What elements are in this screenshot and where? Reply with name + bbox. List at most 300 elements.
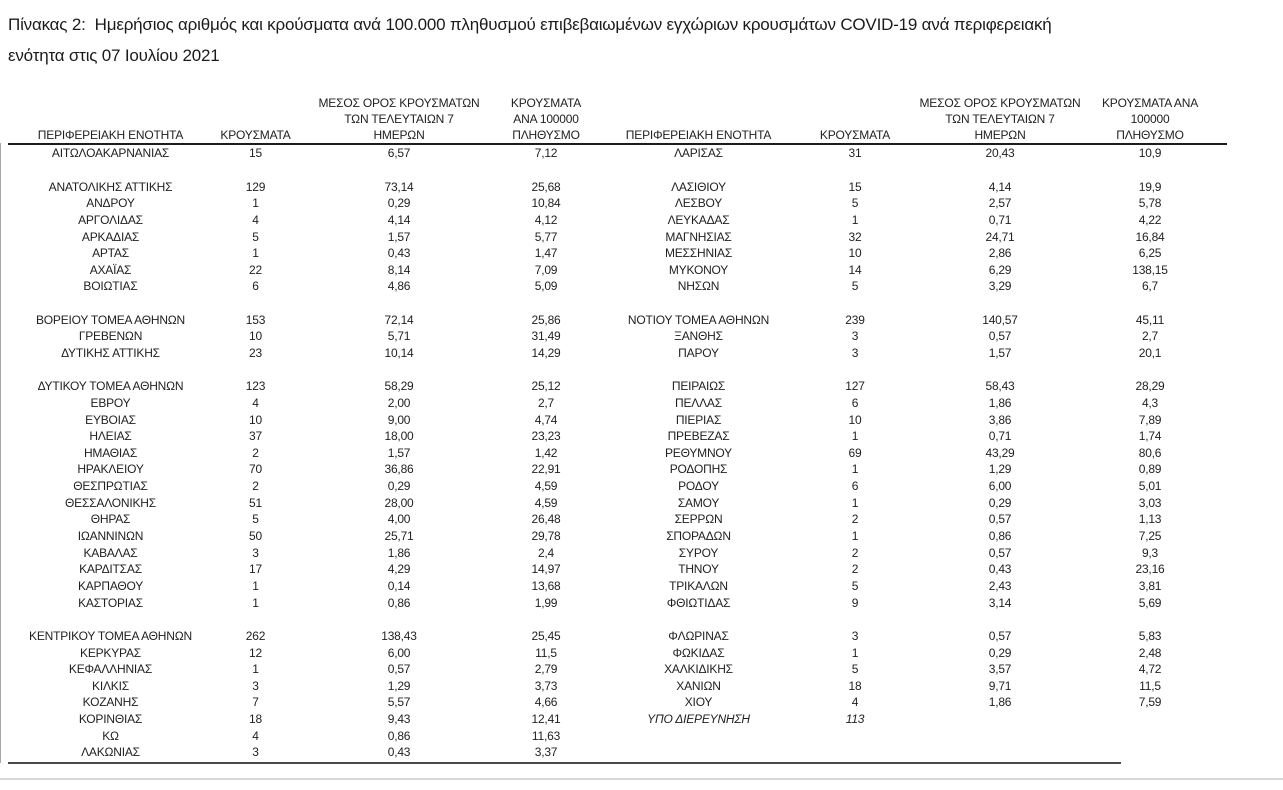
region-cell: ΗΜΑΘΙΑΣ: [83, 445, 138, 460]
cases-cell: 2: [851, 545, 859, 560]
avg7-cell: 4,14: [387, 212, 411, 227]
per100k-cell: 11,5: [535, 645, 557, 660]
table-caption-line-2: ενότητα στις 07 Ιουλίου 2021: [8, 46, 220, 65]
cases-cell: 14: [848, 262, 862, 277]
cases-cell: 10: [848, 246, 862, 261]
region-cell: ΑΝΔΡΟΥ: [86, 196, 135, 211]
region-cell: ΛΕΥΚΑΔΑΣ: [667, 212, 730, 227]
table-left-border: [0, 143, 1, 763]
region-cell: ΗΡΑΚΛΕΙΟΥ: [77, 462, 144, 477]
region-cell: ΠΕΛΛΑΣ: [675, 395, 722, 410]
table-caption-line-1: Πίνακας 2: Ημερήσιος αριθμός και κρούσματα ανά 100.000 πληθυσμού επιβεβαιωμένων εγχώριων κρουσμάτων COVID-19 ανά περιφερειακή: [8, 15, 1052, 34]
avg7-cell: 6,00: [988, 479, 1012, 494]
cases-cell: 123: [245, 379, 266, 394]
cases-cell: 153: [245, 312, 266, 327]
table-row: [8, 145, 1227, 162]
region-cell: ΝΗΣΩΝ: [677, 279, 720, 294]
region-cell: ΚΕΦΑΛΛΗΝΙΑΣ: [68, 662, 153, 677]
avg7-cell: 4,00: [387, 512, 411, 527]
per100k-cell: 4,59: [534, 479, 558, 494]
avg7-cell: 9,71: [988, 678, 1012, 693]
cases-cell: 129: [245, 179, 266, 194]
cases-cell: 127: [845, 379, 865, 394]
table-bottom-line: [8, 762, 1121, 764]
per100k-cell: 2,48: [1138, 645, 1162, 660]
table-row: [8, 278, 1227, 295]
per100k-cell: 10,84: [531, 196, 561, 211]
table-row: [8, 661, 1227, 678]
region-cell: ΕΒΡΟΥ: [90, 395, 131, 410]
avg7-cell: 4,14: [988, 179, 1012, 194]
cases-cell: 4: [252, 728, 259, 743]
avg7-cell: 3,29: [988, 279, 1012, 294]
per100k-cell: 1,99: [534, 595, 558, 610]
header-avg7-left: ΜΕΣΟΣ ΟΡΟΣ ΚΡΟΥΣΜΑΤΩΝ ΤΩΝ ΤΕΛΕΥΤΑΙΩΝ 7 ΗΜΕΡΩΝ: [318, 96, 480, 142]
region-cell: ΚΕΝΤΡΙΚΟΥ ΤΟΜΕΑ ΑΘΗΝΩΝ: [29, 628, 192, 643]
avg7-cell: 1,29: [988, 462, 1012, 477]
per100k-cell: 5,77: [534, 229, 558, 244]
region-cell: ΚΙΛΚΙΣ: [92, 678, 129, 693]
per100k-cell: 3,37: [534, 745, 558, 760]
header-per100k-left: ΚΡΟΥΣΜΑΤΑ ΑΝΑ 100000 ΠΛΗΘΥΣΜΟ: [510, 96, 582, 142]
avg7-cell: 72,14: [384, 312, 414, 327]
table-row: [8, 461, 1227, 478]
table-row: [8, 678, 1227, 695]
cases-cell: 3: [252, 678, 259, 693]
table-row: [8, 378, 1227, 395]
region-cell: ΙΩΑΝΝΙΝΩΝ: [77, 529, 144, 544]
region-cell: ΔΥΤΙΚΗΣ ΑΤΤΙΚΗΣ: [61, 346, 160, 360]
table-row: [8, 361, 1227, 378]
per100k-cell: 5,78: [1138, 196, 1162, 211]
per100k-cell: 7,09: [534, 262, 558, 277]
avg7-cell: 1,86: [988, 695, 1012, 710]
cases-cell: 18: [249, 712, 262, 727]
cases-cell: 23: [249, 346, 262, 360]
per100k-cell: 1,47: [534, 246, 558, 261]
cases-cell: 70: [249, 462, 262, 477]
cases-cell: 18: [848, 678, 862, 693]
cases-cell: 6: [851, 395, 859, 410]
cases-cell: 15: [848, 179, 862, 194]
per100k-cell: 4,59: [534, 495, 558, 510]
per100k-cell: 25,86: [531, 312, 561, 327]
per100k-cell: 7,89: [1138, 412, 1162, 427]
per100k-cell: 28,29: [1135, 379, 1165, 394]
per100k-cell: 7,59: [1138, 695, 1162, 710]
per100k-cell: 14,97: [531, 562, 561, 577]
avg7-cell: 28,00: [384, 495, 414, 510]
avg7-cell: 2,43: [988, 578, 1012, 593]
cases-cell: 3: [851, 346, 859, 360]
table-row: [8, 261, 1227, 278]
region-cell: ΣΑΜΟΥ: [677, 495, 720, 510]
region-cell: ΑΡΓΟΛΙΔΑΣ: [78, 212, 143, 227]
avg7-cell: 0,57: [988, 329, 1012, 344]
avg7-cell: 3,14: [988, 595, 1012, 610]
region-cell: ΑΡΚΑΔΙΑΣ: [81, 229, 140, 244]
region-cell: ΑΙΤΩΛΟΑΚΑΡΝΑΝΙΑΣ: [51, 146, 170, 161]
avg7-cell: 0,43: [387, 246, 411, 261]
region-cell: ΜΑΓΝΗΣΙΑΣ: [665, 229, 732, 244]
region-cell: ΑΡΤΑΣ: [92, 246, 129, 261]
avg7-cell: 1,57: [387, 229, 411, 244]
cases-cell: 1: [252, 578, 259, 593]
cases-cell: 4: [252, 212, 259, 227]
avg7-cell: 6,29: [988, 262, 1012, 277]
avg7-cell: 1,57: [988, 346, 1012, 360]
cases-cell: 5: [851, 578, 859, 593]
region-cell: ΤΗΝΟΥ: [678, 562, 719, 577]
cases-cell: 37: [249, 429, 262, 444]
avg7-cell: 9,00: [387, 412, 411, 427]
avg7-cell: 9,43: [387, 712, 411, 727]
region-cell: ΜΥΚΟΝΟΥ: [668, 262, 729, 277]
avg7-cell: 25,71: [384, 529, 414, 544]
avg7-cell: 8,14: [387, 262, 411, 277]
cases-cell: 1: [252, 662, 259, 677]
per100k-cell: 5,01: [1138, 479, 1162, 494]
region-cell: ΘΕΣΠΡΩΤΙΑΣ: [73, 479, 148, 494]
avg7-cell: 1,29: [387, 678, 411, 693]
cases-cell: 5: [851, 662, 859, 677]
region-cell: ΞΑΝΘΗΣ: [674, 329, 723, 344]
per100k-cell: 10,9: [1138, 146, 1162, 161]
region-cell: ΣΕΡΡΩΝ: [674, 512, 723, 527]
per100k-cell: 4,66: [534, 695, 558, 710]
table-body: [8, 145, 1227, 761]
cases-cell: 1: [851, 529, 859, 544]
table-row: [8, 578, 1227, 595]
region-cell: ΓΡΕΒΕΝΩΝ: [78, 329, 143, 344]
region-cell: ΣΠΟΡΑΔΩΝ: [666, 529, 731, 544]
per100k-cell: 11,63: [531, 728, 561, 743]
per100k-cell: 26,48: [531, 512, 561, 527]
cases-cell: 7: [252, 695, 259, 710]
table-row: [8, 511, 1227, 528]
region-cell: ΥΠΟ ΔΙΕΡΕΥΝΗΣΗ: [647, 712, 750, 727]
avg7-cell: 1,57: [387, 445, 411, 460]
avg7-cell: 2,86: [988, 246, 1012, 261]
table-row: [8, 328, 1227, 345]
avg7-cell: 36,86: [384, 462, 414, 477]
cases-cell: 1: [252, 196, 259, 211]
cases-cell: 5: [851, 196, 859, 211]
avg7-cell: 138,43: [381, 628, 417, 643]
region-cell: ΡΕΘΥΜΝΟΥ: [665, 445, 732, 460]
region-cell: ΠΙΕΡΙΑΣ: [675, 412, 722, 427]
table-row: [8, 727, 1227, 744]
avg7-cell: 0,71: [988, 212, 1012, 227]
per100k-cell: 23,16: [1135, 562, 1165, 577]
per100k-cell: 45,11: [1135, 312, 1165, 327]
per100k-cell: 22,91: [531, 462, 561, 477]
cases-cell: 3: [851, 628, 859, 643]
per100k-cell: 0,89: [1138, 462, 1162, 477]
table-row: [8, 411, 1227, 428]
table-header-row: [8, 94, 1227, 143]
cases-cell: 9: [851, 595, 859, 610]
per100k-cell: 14,29: [531, 346, 561, 360]
per100k-cell: 3,03: [1138, 495, 1162, 510]
per100k-cell: 6,25: [1138, 246, 1162, 261]
cases-cell: 3: [851, 329, 859, 344]
table-row: [8, 711, 1227, 728]
region-cell: ΠΑΡΟΥ: [678, 346, 719, 360]
table-row: [8, 628, 1227, 645]
region-cell: ΚΟΖΑΝΗΣ: [82, 695, 139, 710]
region-cell: ΚΩ: [102, 728, 119, 743]
avg7-cell: 3,86: [988, 412, 1012, 427]
region-cell: ΑΝΑΤΟΛΙΚΗΣ ΑΤΤΙΚΗΣ: [48, 179, 173, 194]
avg7-cell: 73,14: [384, 179, 414, 194]
avg7-cell: 6,00: [387, 645, 411, 660]
cases-cell: 6: [851, 479, 859, 494]
per100k-cell: 29,78: [531, 529, 561, 544]
header-region-left: ΠΕΡΙΦΕΡΕΙΑΚΗ ΕΝΟΤΗΤΑ: [37, 128, 184, 142]
avg7-cell: 5,57: [387, 695, 411, 710]
avg7-cell: 0,86: [387, 728, 411, 743]
region-cell: ΚΑΒΑΛΑΣ: [83, 545, 138, 560]
header-cases-left: ΚΡΟΥΣΜΑΤΑ: [220, 128, 291, 142]
cases-cell: 5: [851, 279, 859, 294]
region-cell: ΠΕΙΡΑΙΩΣ: [671, 379, 726, 394]
avg7-cell: 0,43: [988, 562, 1012, 577]
page-bottom-divider: [0, 778, 1283, 780]
region-cell: ΡΟΔΟΠΗΣ: [669, 462, 728, 477]
cases-cell: 1: [851, 645, 859, 660]
table-row: [8, 162, 1227, 179]
region-cell: ΛΑΣΙΘΙΟΥ: [671, 179, 726, 194]
region-cell: ΚΑΡΔΙΤΣΑΣ: [79, 562, 142, 577]
region-cell: ΚΑΣΤΟΡΙΑΣ: [78, 595, 143, 610]
table-row: [8, 212, 1227, 229]
region-cell: ΚΟΡΙΝΘΙΑΣ: [78, 712, 143, 727]
table-row: [8, 295, 1227, 312]
per100k-cell: 2,79: [534, 662, 558, 677]
table-caption: [0, 0, 1283, 71]
cases-cell: 5: [252, 512, 259, 527]
header-avg7-right: ΜΕΣΟΣ ΟΡΟΣ ΚΡΟΥΣΜΑΤΩΝ ΤΩΝ ΤΕΛΕΥΤΑΙΩΝ 7 ΗΜΕΡΩΝ: [919, 96, 1081, 142]
cases-cell: 1: [851, 429, 859, 444]
region-cell: ΚΕΡΚΥΡΑΣ: [80, 645, 141, 660]
avg7-cell: 0,86: [387, 595, 411, 610]
region-cell: ΔΥΤΙΚΟΥ ΤΟΜΕΑ ΑΘΗΝΩΝ: [37, 379, 184, 394]
avg7-cell: 43,29: [985, 445, 1015, 460]
avg7-cell: 1,86: [988, 395, 1012, 410]
table-row: [8, 744, 1227, 761]
cases-cell: 4: [851, 695, 859, 710]
region-cell: ΘΕΣΣΑΛΟΝΙΚΗΣ: [65, 495, 156, 510]
per100k-cell: 7,25: [1138, 529, 1162, 544]
table-row: [8, 395, 1227, 412]
cases-cell: 239: [845, 312, 865, 327]
avg7-cell: 6,57: [387, 146, 411, 161]
avg7-cell: 0,29: [988, 645, 1012, 660]
avg7-cell: 0,14: [387, 578, 411, 593]
region-cell: ΧΙΟΥ: [684, 695, 713, 710]
cases-cell: 51: [249, 495, 262, 510]
region-cell: ΤΡΙΚΑΛΩΝ: [669, 578, 728, 593]
cases-cell: 1: [851, 212, 859, 227]
per100k-cell: 20,1: [1138, 346, 1162, 360]
avg7-cell: 5,71: [387, 329, 411, 344]
avg7-cell: 4,86: [387, 279, 411, 294]
per100k-cell: 1,74: [1138, 429, 1162, 444]
cases-cell: 2: [252, 479, 259, 494]
per100k-cell: 5,83: [1138, 628, 1162, 643]
cases-cell: 2: [851, 562, 859, 577]
per100k-cell: 3,81: [1138, 578, 1162, 593]
per100k-cell: 4,72: [1138, 662, 1162, 677]
avg7-cell: 58,43: [985, 379, 1015, 394]
per100k-cell: 1,13: [1138, 512, 1162, 527]
per100k-cell: 3,73: [534, 678, 558, 693]
cases-cell: 10: [249, 329, 262, 344]
region-cell: ΕΥΒΟΙΑΣ: [85, 412, 136, 427]
table-row: [8, 544, 1227, 561]
cases-cell: 12: [249, 645, 262, 660]
per100k-cell: 4,74: [534, 412, 558, 427]
region-cell: ΒΟΙΩΤΙΑΣ: [83, 279, 138, 294]
table-row: [8, 228, 1227, 245]
avg7-cell: 18,00: [384, 429, 414, 444]
region-cell: ΧΑΝΙΩΝ: [676, 678, 721, 693]
per100k-cell: 25,45: [531, 628, 561, 643]
table-row: [8, 494, 1227, 511]
per100k-cell: 2,7: [537, 395, 555, 410]
per100k-cell: 4,12: [534, 212, 558, 227]
avg7-cell: 3,57: [988, 662, 1012, 677]
avg7-cell: 0,57: [988, 545, 1012, 560]
per100k-cell: 19,9: [1138, 179, 1162, 194]
table-row: [8, 245, 1227, 262]
cases-cell: 5: [252, 229, 259, 244]
avg7-cell: 2,57: [988, 196, 1012, 211]
per100k-cell: 25,68: [531, 179, 561, 194]
region-cell: ΦΘΙΩΤΙΔΑΣ: [666, 595, 731, 610]
cases-cell: 32: [848, 229, 862, 244]
cases-cell: 3: [252, 545, 259, 560]
per100k-cell: 12,41: [531, 712, 561, 727]
region-cell: ΒΟΡΕΙΟΥ ΤΟΜΕΑ ΑΘΗΝΩΝ: [35, 312, 186, 327]
cases-cell: 1: [851, 462, 859, 477]
region-cell: ΦΛΩΡΙΝΑΣ: [668, 628, 729, 643]
cases-cell: 31: [848, 146, 862, 161]
cases-cell: 4: [252, 395, 259, 410]
header-per100k-right: ΚΡΟΥΣΜΑΤΑ ΑΝΑ 100000 ΠΛΗΘΥΣΜΟ: [1101, 96, 1198, 142]
header-cases-right: ΚΡΟΥΣΜΑΤΑ: [819, 128, 891, 142]
per100k-cell: 4,22: [1138, 212, 1162, 227]
per100k-cell: 7,12: [534, 146, 558, 161]
avg7-cell: 10,14: [384, 346, 414, 360]
region-cell: ΚΑΡΠΑΘΟΥ: [77, 578, 144, 593]
cases-cell: 262: [245, 628, 266, 643]
per100k-cell: 80,6: [1138, 445, 1162, 460]
per100k-cell: 23,23: [531, 429, 561, 444]
region-cell: ΦΩΚΙΔΑΣ: [672, 645, 725, 660]
cases-cell: 15: [249, 146, 262, 161]
avg7-cell: 2,00: [387, 395, 411, 410]
table-row: [8, 445, 1227, 462]
avg7-cell: 0,71: [988, 429, 1012, 444]
region-cell: ΠΡΕΒΕΖΑΣ: [667, 429, 730, 444]
table-row: [8, 611, 1227, 628]
per100k-cell: 2,4: [537, 545, 555, 560]
avg7-cell: 24,71: [985, 229, 1015, 244]
cases-cell: 10: [249, 412, 262, 427]
covid-cases-table: [8, 94, 1227, 764]
avg7-cell: 0,57: [988, 512, 1012, 527]
per100k-cell: 25,12: [531, 379, 561, 394]
table-row: [8, 528, 1227, 545]
table-row: [8, 478, 1227, 495]
avg7-cell: 0,86: [988, 529, 1012, 544]
avg7-cell: 0,29: [988, 495, 1012, 510]
avg7-cell: 0,29: [387, 479, 411, 494]
per100k-cell: 5,09: [534, 279, 558, 294]
table-row: [8, 561, 1227, 578]
table-row: [8, 428, 1227, 445]
table-row: [8, 345, 1227, 362]
per100k-cell: 13,68: [531, 578, 561, 593]
table-row: [8, 311, 1227, 328]
cases-cell: 2: [252, 445, 259, 460]
table-row: [8, 594, 1227, 611]
cases-cell: 1: [851, 495, 859, 510]
per100k-cell: 16,84: [1135, 229, 1165, 244]
region-cell: ΘΗΡΑΣ: [90, 512, 131, 527]
avg7-cell: 140,57: [982, 312, 1018, 327]
region-cell: ΛΑΚΩΝΙΑΣ: [81, 745, 140, 760]
region-cell: ΜΕΣΣΗΝΙΑΣ: [664, 246, 733, 261]
table-row: [8, 644, 1227, 661]
cases-cell: 22: [249, 262, 262, 277]
per100k-cell: 2,7: [1141, 329, 1159, 344]
cases-cell: 3: [252, 745, 259, 760]
cases-cell: 6: [252, 279, 259, 294]
avg7-cell: 0,29: [387, 196, 411, 211]
cases-cell: 113: [845, 712, 865, 727]
cases-cell: 1: [252, 246, 259, 261]
avg7-cell: 0,57: [988, 628, 1012, 643]
cases-cell: 1: [252, 595, 259, 610]
per100k-cell: 5,69: [1138, 595, 1162, 610]
region-cell: ΝΟΤΙΟΥ ΤΟΜΕΑ ΑΘΗΝΩΝ: [627, 312, 770, 327]
region-cell: ΡΟΔΟΥ: [678, 479, 719, 494]
cases-cell: 10: [848, 412, 862, 427]
per100k-cell: 138,15: [1132, 262, 1168, 277]
avg7-cell: 58,29: [384, 379, 414, 394]
region-cell: ΑΧΑΪΑΣ: [89, 262, 132, 277]
avg7-cell: 1,86: [387, 545, 411, 560]
table-row: [8, 694, 1227, 711]
avg7-cell: 20,43: [985, 146, 1015, 161]
region-cell: ΗΛΕΙΑΣ: [89, 429, 132, 444]
per100k-cell: 31,49: [531, 329, 561, 344]
per100k-cell: 9,3: [1141, 545, 1159, 560]
per100k-cell: 11,5: [1139, 678, 1161, 693]
per100k-cell: 6,7: [1141, 279, 1159, 294]
region-cell: ΣΥΡΟΥ: [678, 545, 719, 560]
header-region-right: ΠΕΡΙΦΕΡΕΙΑΚΗ ΕΝΟΤΗΤΑ: [625, 128, 772, 142]
avg7-cell: 0,43: [387, 745, 411, 760]
cases-cell: 17: [249, 562, 262, 577]
avg7-cell: 4,29: [387, 562, 411, 577]
region-cell: ΧΑΛΚΙΔΙΚΗΣ: [664, 662, 733, 677]
cases-cell: 50: [249, 529, 262, 544]
cases-cell: 2: [851, 512, 859, 527]
